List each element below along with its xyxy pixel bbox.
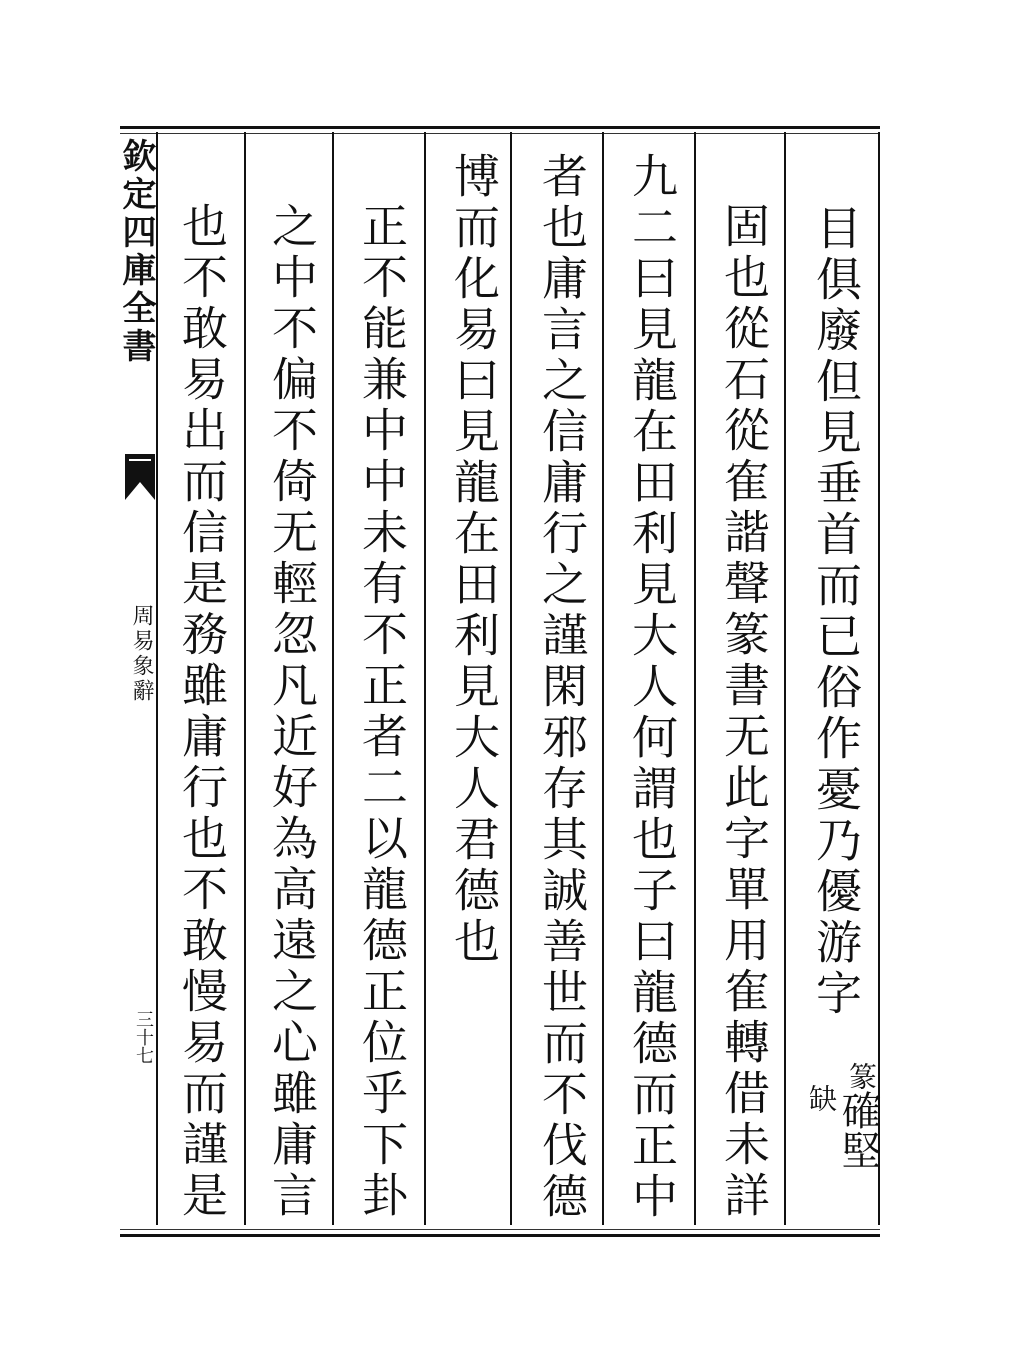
- rule-line: [784, 132, 786, 1225]
- text-column-5: 博而化易曰見龍在田利見大人君德也: [447, 152, 501, 968]
- margin-title: 欽定四庫全書: [116, 138, 156, 366]
- margin-book-title: 周易象辭: [129, 604, 154, 704]
- text-column-1: 目俱廢但見垂首而已俗作憂乃優游字: [809, 204, 863, 1020]
- rule-line: [510, 132, 512, 1225]
- text-column-2: 固也從石從隺諧聲篆書无此字單用隺轉借未詳: [717, 202, 771, 1222]
- rule-line: [878, 132, 880, 1225]
- rule-line: [156, 132, 158, 1225]
- rule-line: [332, 132, 334, 1225]
- fish-tail-mark: [125, 454, 155, 500]
- text-column-4: 者也庸言之信庸行之謹閑邪存其誠善世而不伐德: [535, 152, 589, 1223]
- note-bottom-right: 確堅: [835, 1090, 881, 1170]
- note-bottom-left: 缺: [805, 1084, 838, 1112]
- text-column-8: 也不敢易出而信是務雖庸行也不敢慢易而謹是: [175, 202, 229, 1222]
- rule-line: [244, 132, 246, 1225]
- note-top: 篆: [845, 1062, 878, 1090]
- text-column-3: 九二曰見龍在田利見大人何謂也子曰龍德而正中: [625, 152, 679, 1223]
- rule-line: [602, 132, 604, 1225]
- margin-page-number: 三十七: [133, 1010, 154, 1064]
- text-column-6: 正不能兼中中未有不正者二以龍德正位乎下卦: [355, 202, 409, 1222]
- text-column-7: 之中不偏不倚无輕忽凡近好為高遠之心雖庸言: [265, 202, 319, 1222]
- rule-line: [694, 132, 696, 1225]
- rule-line: [424, 132, 426, 1225]
